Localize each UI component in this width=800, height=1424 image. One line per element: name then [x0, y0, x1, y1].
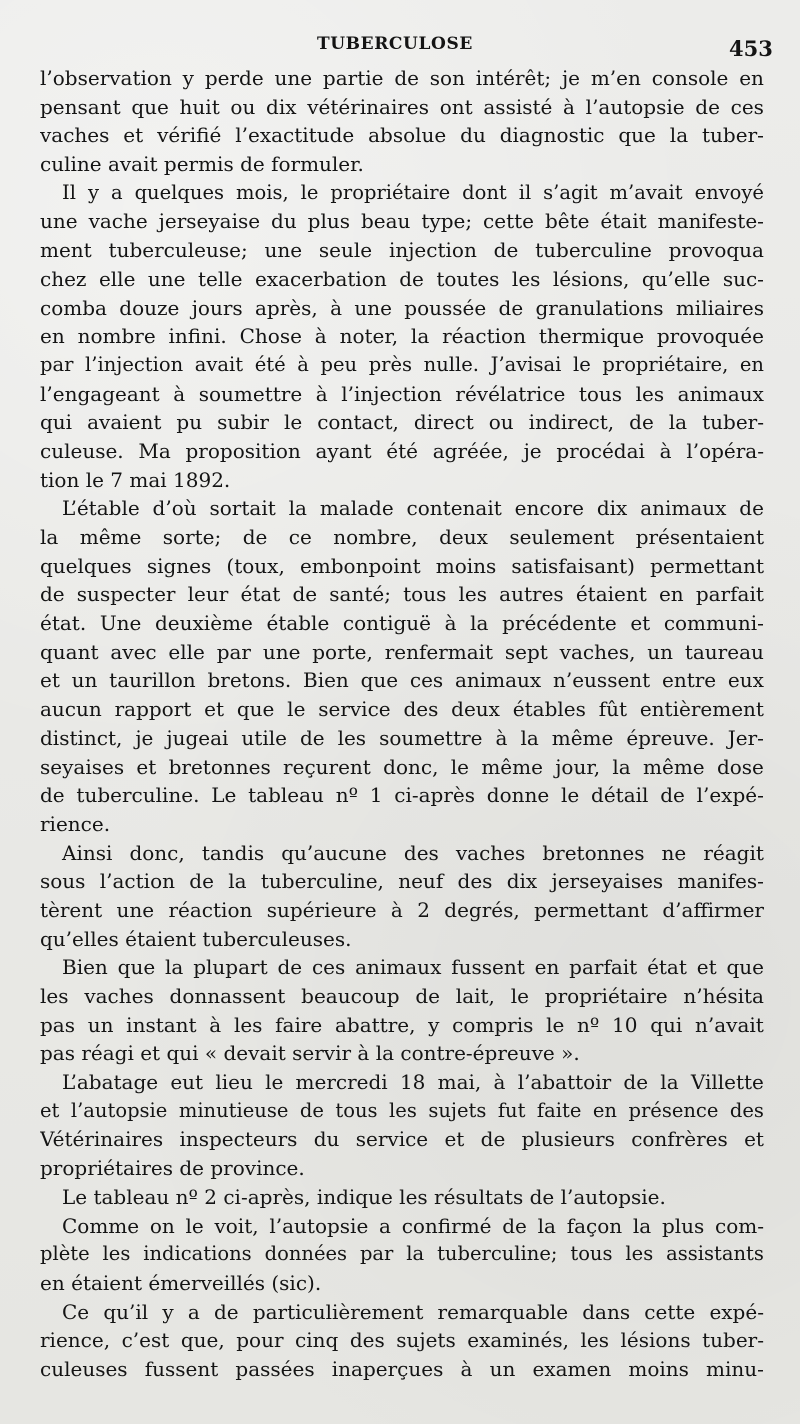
- text-line: Il y a quelques mois, le propriétaire dont il s’agit m’avait envoyé: [62, 180, 764, 204]
- text-line: culine avait permis de formuler.: [40, 152, 364, 177]
- text-line: L’étable d’où sortait la malade contenait encore dix animaux de: [62, 496, 764, 521]
- text-line: Le tableau nº 2 ci-après, indique les résultats de l’autopsie.: [62, 1184, 666, 1209]
- text-line: pas réagi et qui « devait servir à la contre-épreuve ».: [40, 1041, 580, 1066]
- text-line: par l’injection avait été à peu près nulle. J’avisai le propriétaire, en: [40, 352, 764, 376]
- text-line: seyaises et bretonnes reçurent donc, le même jour, la même dose: [40, 754, 764, 779]
- text-line: et un taurillon bretons. Bien que ces animaux n’eussent entre eux: [40, 668, 764, 693]
- text-line: plète les indications données par la tuberculine; tous les assistants: [40, 1242, 764, 1266]
- text-line: l’engageant à soumettre à l’injection révélatrice tous les animaux: [40, 381, 764, 406]
- body-text: [40, 64, 764, 1384]
- text-line: tèrent une réaction supérieure à 2 degrés, permettant d’affirmer: [40, 897, 764, 922]
- text-line: l’observation y perde une partie de son intérêt; je m’en console en: [40, 66, 764, 90]
- text-line: état. Une deuxième étable contiguë à la précédente et communi-: [40, 611, 764, 636]
- text-line: quant avec elle par une porte, renfermait sept vaches, un taureau: [40, 639, 764, 664]
- text-line: de tuberculine. Le tableau nº 1 ci-après donne le détail de l’expé-: [40, 783, 764, 808]
- text-line: en étaient émerveillés (sic).: [40, 1270, 322, 1295]
- text-line: rience, c’est que, pour cinq des sujets examinés, les lésions tuber-: [40, 1328, 764, 1353]
- running-title: TUBERCULOSE: [317, 34, 473, 54]
- text-line: pensant que huit ou dix vétérinaires ont assisté à l’autopsie de ces: [40, 94, 764, 119]
- text-line: la même sorte; de ce nombre, deux seulement présentaient: [40, 525, 764, 549]
- text-line: Vétérinaires inspecteurs du service et de plusieurs confrères et: [40, 1127, 764, 1152]
- text-line: culeuse. Ma proposition ayant été agréée, je procédai à l’opéra-: [40, 438, 764, 463]
- page-header: [0, 28, 800, 62]
- text-line: L’abatage eut lieu le mercredi 18 mai, à l’abattoir de la Villette: [62, 1070, 764, 1095]
- text-line: culeuses fussent passées inaperçues à un examen moins minu-: [40, 1356, 764, 1381]
- text-line: en nombre infini. Chose à noter, la réaction thermique provoquée: [40, 324, 764, 349]
- text-line: propriétaires de province.: [40, 1156, 305, 1181]
- text-line: Ce qu’il y a de particulièrement remarquable dans cette expé-: [62, 1299, 764, 1324]
- text-line: rience.: [40, 811, 111, 836]
- text-line: aucun rapport et que le service des deux étables fût entièrement: [40, 697, 764, 722]
- text-line: chez elle une telle exacerbation de toutes les lésions, qu’elle suc-: [40, 266, 764, 291]
- text-line: distinct, je jugeai utile de les soumettre à la même épreuve. Jer-: [40, 725, 764, 750]
- text-line: sous l’action de la tuberculine, neuf des dix jerseyaises manifes-: [40, 869, 764, 894]
- text-line: Bien que la plupart de ces animaux fussent en parfait état et que: [62, 955, 764, 980]
- text-line: qu’elles étaient tuberculeuses.: [40, 926, 352, 951]
- page-number: 453: [729, 36, 773, 61]
- text-line: les vaches donnassent beaucoup de lait, le propriétaire n’hésita: [40, 984, 764, 1008]
- text-line: Ainsi donc, tandis qu’aucune des vaches bretonnes ne réagit: [62, 840, 764, 865]
- text-line: Comme on le voit, l’autopsie a confirmé de la façon la plus com-: [62, 1213, 764, 1238]
- text-line: et l’autopsie minutieuse de tous les sujets fut faite en présence des: [40, 1098, 764, 1122]
- text-line: pas un instant à les faire abattre, y compris le nº 10 qui n’avait: [40, 1012, 764, 1037]
- text-line: comba douze jours après, à une poussée de granulations miliaires: [40, 295, 764, 320]
- text-line: une vache jerseyaise du plus beau type; cette bête était manifeste-: [40, 209, 764, 234]
- text-line: de suspecter leur état de santé; tous les autres étaient en parfait: [40, 582, 764, 607]
- text-line: qui avaient pu subir le contact, direct ou indirect, de la tuber-: [40, 410, 764, 435]
- text-line: vaches et vérifié l’exactitude absolue du diagnostic que la tuber-: [40, 123, 764, 148]
- text-line: tion le 7 mai 1892.: [40, 467, 231, 492]
- text-line: quelques signes (toux, embonpoint moins satisfaisant) permettant: [40, 553, 764, 578]
- text-line: ment tuberculeuse; une seule injection de tuberculine provoqua: [40, 238, 764, 263]
